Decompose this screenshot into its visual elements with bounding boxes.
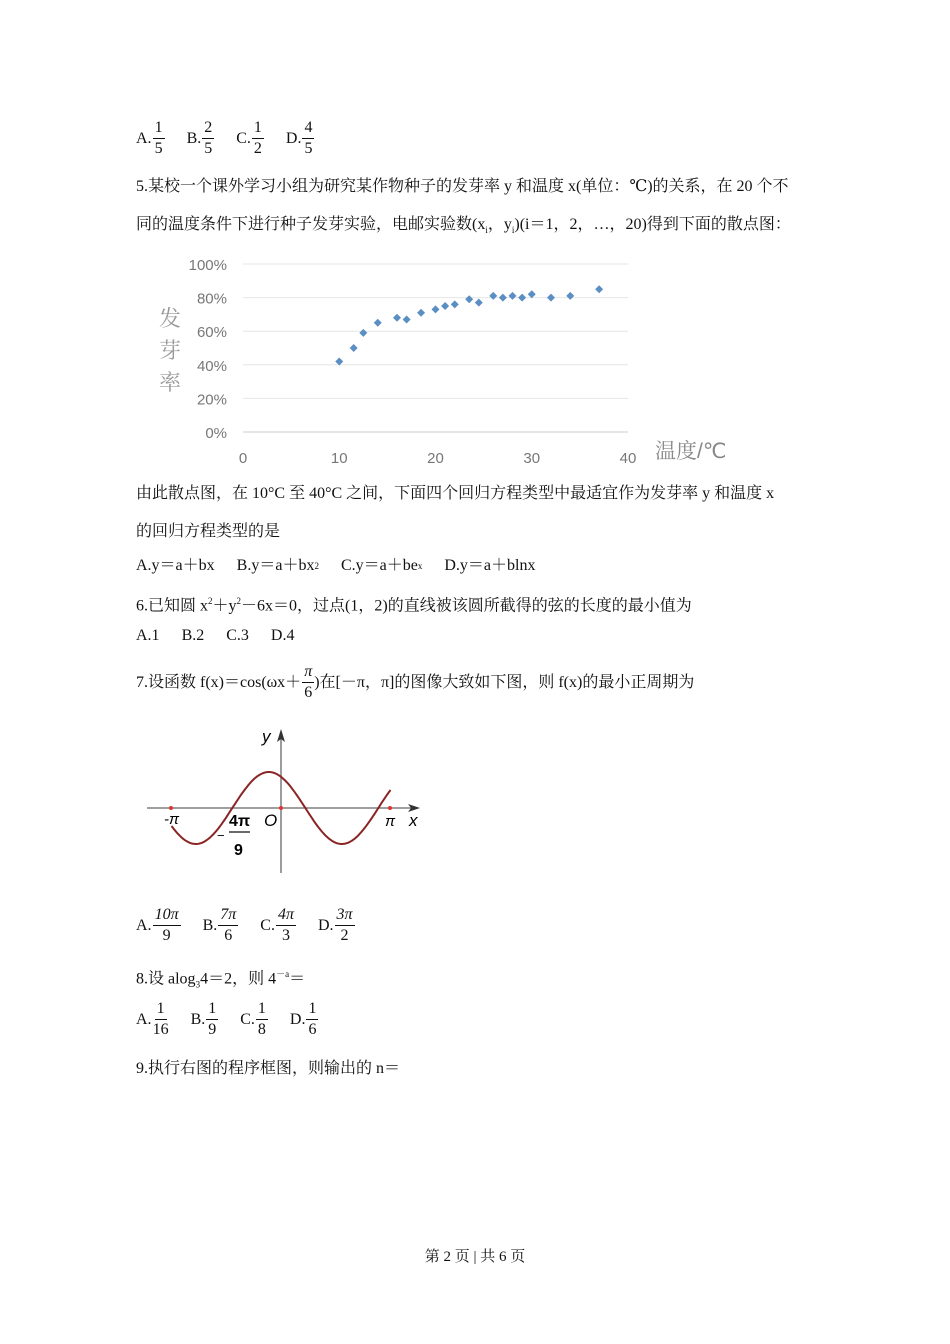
- tick-neg-pi: [169, 806, 173, 810]
- q8-stem: [136, 964, 305, 995]
- numerator: 1: [256, 999, 268, 1020]
- numerator: 7π: [218, 905, 238, 926]
- scatter-point: [403, 315, 411, 323]
- option-label: A.: [136, 129, 152, 147]
- scatter-point: [417, 309, 425, 317]
- x-tick-label: 10: [330, 450, 348, 467]
- scatter-point: [441, 302, 449, 310]
- q6-options: [136, 626, 312, 646]
- q7-stem: [136, 662, 694, 703]
- q8-option-d: [290, 999, 319, 1040]
- scatter-point: [528, 290, 536, 298]
- scatter-point: [393, 314, 401, 322]
- q7-option-b: [203, 905, 239, 946]
- denominator: 5: [154, 140, 163, 157]
- denominator: 2: [253, 140, 262, 157]
- denominator: 8: [257, 1021, 266, 1038]
- text: 同的温度条件下进行种子发芽实验，电邮实验数(x: [136, 216, 486, 233]
- superscript: 2: [314, 561, 319, 571]
- denominator: 9: [208, 1021, 217, 1038]
- q4-option-c: [236, 118, 264, 159]
- q5-after-line1: 由此散点图，在 10°C 至 40°C 之间，下面四个回归方程类型中最适宜作为发芽率 y 和温度 x: [136, 485, 775, 502]
- q8-option-c: [240, 999, 268, 1040]
- numerator: π: [302, 662, 314, 683]
- denominator: 2: [340, 927, 349, 944]
- y-label-char: 芽: [158, 338, 182, 363]
- fraction: [153, 905, 181, 946]
- q5-options: [136, 556, 553, 576]
- q6-option-b: B.2: [181, 627, 205, 644]
- text: －6x＝0，过点(1，2)的直线被该圆所截得的弦的长度的最小值为: [241, 597, 692, 615]
- text: B.y＝a＋bx: [236, 557, 315, 574]
- numerator: 3π: [335, 905, 355, 926]
- neg-pi-label: -π: [164, 811, 180, 828]
- q6-stem: [136, 591, 692, 616]
- fraction: [302, 118, 314, 159]
- denominator: 9: [162, 927, 171, 944]
- superscript: －a: [276, 969, 290, 979]
- denominator: 5: [304, 140, 313, 157]
- numerator: 4π: [276, 905, 296, 926]
- y-tick-label: 100%: [188, 257, 227, 274]
- y-tick-label: 20%: [196, 391, 227, 409]
- q8-option-b: [191, 999, 219, 1040]
- q9-stem: 9.执行右图的程序框图，则输出的 n＝: [136, 1060, 401, 1077]
- y-axis-label: [159, 306, 181, 395]
- text: 6.已知圆 x: [136, 597, 209, 615]
- q8-options: [136, 999, 336, 1040]
- y-tick-label: 0%: [205, 425, 227, 442]
- option-label: A.: [136, 916, 152, 934]
- numerator: 10π: [153, 905, 181, 926]
- numerator: 1: [306, 999, 318, 1020]
- zero-numerator: 4π: [229, 813, 251, 830]
- scatter-point: [374, 319, 382, 327]
- superscript: x: [417, 561, 423, 571]
- text: 8.设 alog: [136, 970, 196, 988]
- x-tick-label: 20: [427, 450, 444, 467]
- q5-stem-line1: 5.某校一个课外学习小组为研究某作物种子的发芽率 y 和温度 x(单位：℃)的关系，在 20 个不: [136, 178, 789, 195]
- option-label: D.: [289, 1010, 306, 1028]
- option-label: C.: [240, 1010, 255, 1028]
- fraction: [306, 999, 318, 1040]
- scatter-chart: [0, 250, 950, 480]
- subscript: i: [485, 225, 488, 236]
- scatter-point: [432, 305, 440, 313]
- q4-option-b: [187, 118, 215, 159]
- zero-denominator: 9: [234, 842, 243, 859]
- subscript: i: [511, 225, 515, 236]
- superscript: 2: [236, 596, 242, 606]
- scatter-point: [350, 344, 358, 352]
- option-label: D.: [317, 916, 334, 934]
- x-label: x: [409, 811, 418, 830]
- denominator: 6: [304, 684, 313, 701]
- option-label: B.: [202, 916, 218, 934]
- text: 4＝2，则 4: [200, 970, 277, 988]
- q5-option-d: D.y＝a＋blnx: [444, 557, 536, 574]
- y-tick-label: 40%: [196, 357, 227, 375]
- zero-sign: −: [217, 828, 225, 843]
- q5-after-line2: 的回归方程类型的是: [136, 523, 281, 540]
- y-label: y: [262, 727, 271, 746]
- numerator: 1: [252, 118, 264, 139]
- q7-options: [136, 905, 373, 946]
- fraction: [206, 999, 218, 1040]
- denominator: 16: [152, 1021, 169, 1038]
- q5-stem-line2: [136, 215, 791, 240]
- scatter-point: [547, 294, 555, 302]
- fraction: [302, 662, 314, 703]
- text: )在[－π，π]的图像大致如下图，则 f(x)的最小正周期为: [314, 673, 695, 691]
- q8-option-a: [136, 999, 169, 1040]
- y-tick-label: 80%: [196, 290, 227, 308]
- x-tick-label: 40: [619, 450, 637, 467]
- text: ，y: [487, 216, 512, 233]
- y-label-char: 率: [158, 370, 182, 395]
- fraction: [218, 905, 238, 946]
- cosine-graph: [140, 715, 440, 885]
- x-tick-label: 0: [238, 450, 248, 467]
- option-label: B.: [190, 1010, 206, 1028]
- x-axis-label: 温度/℃: [655, 440, 727, 463]
- tick-pi: [388, 806, 392, 810]
- denominator: 3: [281, 927, 290, 944]
- text: ＋y: [212, 597, 237, 615]
- numerator: 1: [206, 999, 218, 1020]
- scatter-point: [465, 295, 473, 303]
- numerator: 4: [302, 118, 314, 139]
- q5-option-c: [341, 556, 422, 576]
- numerator: 1: [153, 118, 165, 139]
- fraction: [256, 999, 268, 1040]
- scatter-point: [595, 285, 603, 293]
- scatter-point: [359, 329, 367, 337]
- superscript: 2: [208, 596, 213, 606]
- scatter-point: [509, 292, 517, 300]
- text: )(i＝1，2，…，20)得到下面的散点图：: [514, 216, 791, 233]
- q4-option-a: [136, 118, 165, 159]
- numerator: 1: [155, 999, 167, 1020]
- origin-label: O: [264, 811, 278, 830]
- y-label-char: 发: [158, 306, 182, 331]
- fraction: [153, 118, 165, 159]
- q4-options: [136, 118, 332, 159]
- q5-option-a: A.y＝a＋bx: [136, 557, 215, 574]
- page-footer: 第 2 页 | 共 6 页: [424, 1249, 526, 1265]
- scatter-point: [518, 294, 526, 302]
- scatter-point: [475, 299, 483, 307]
- denominator: 6: [308, 1021, 317, 1038]
- q7-option-c: [260, 905, 296, 946]
- fraction: [276, 905, 296, 946]
- scatter-point: [489, 292, 497, 300]
- fraction: [335, 905, 355, 946]
- subscript: 3: [195, 979, 201, 990]
- text: ＝: [289, 970, 306, 988]
- x-tick-label: 30: [523, 450, 541, 467]
- option-label: C.: [236, 129, 251, 147]
- fraction: [202, 118, 214, 159]
- fraction: [153, 999, 169, 1040]
- scatter-point: [566, 292, 574, 300]
- text: 7.设函数 f(x)＝cos(ωx＋: [136, 673, 302, 691]
- q4-option-d: [286, 118, 315, 159]
- q6-option-a: A.1: [136, 627, 160, 644]
- text: C.y＝a＋be: [340, 557, 418, 574]
- option-label: A.: [136, 1010, 152, 1028]
- scatter-point: [451, 300, 459, 308]
- option-label: C.: [260, 916, 275, 934]
- q6-option-d: D.4: [270, 627, 295, 644]
- tick-origin: [279, 806, 283, 810]
- q7-option-a: [136, 905, 181, 946]
- y-tick-label: 60%: [196, 324, 227, 342]
- pi-label: π: [385, 813, 396, 830]
- q6-option-c: C.3: [226, 627, 249, 644]
- denominator: 6: [224, 927, 233, 944]
- denominator: 5: [204, 140, 213, 157]
- numerator: 2: [202, 118, 214, 139]
- option-label: D.: [285, 129, 302, 147]
- fraction: [252, 118, 264, 159]
- scatter-point: [499, 294, 507, 302]
- q7-option-d: [318, 905, 355, 946]
- q5-option-b: [237, 556, 319, 576]
- option-label: B.: [186, 129, 202, 147]
- scatter-point: [335, 357, 343, 365]
